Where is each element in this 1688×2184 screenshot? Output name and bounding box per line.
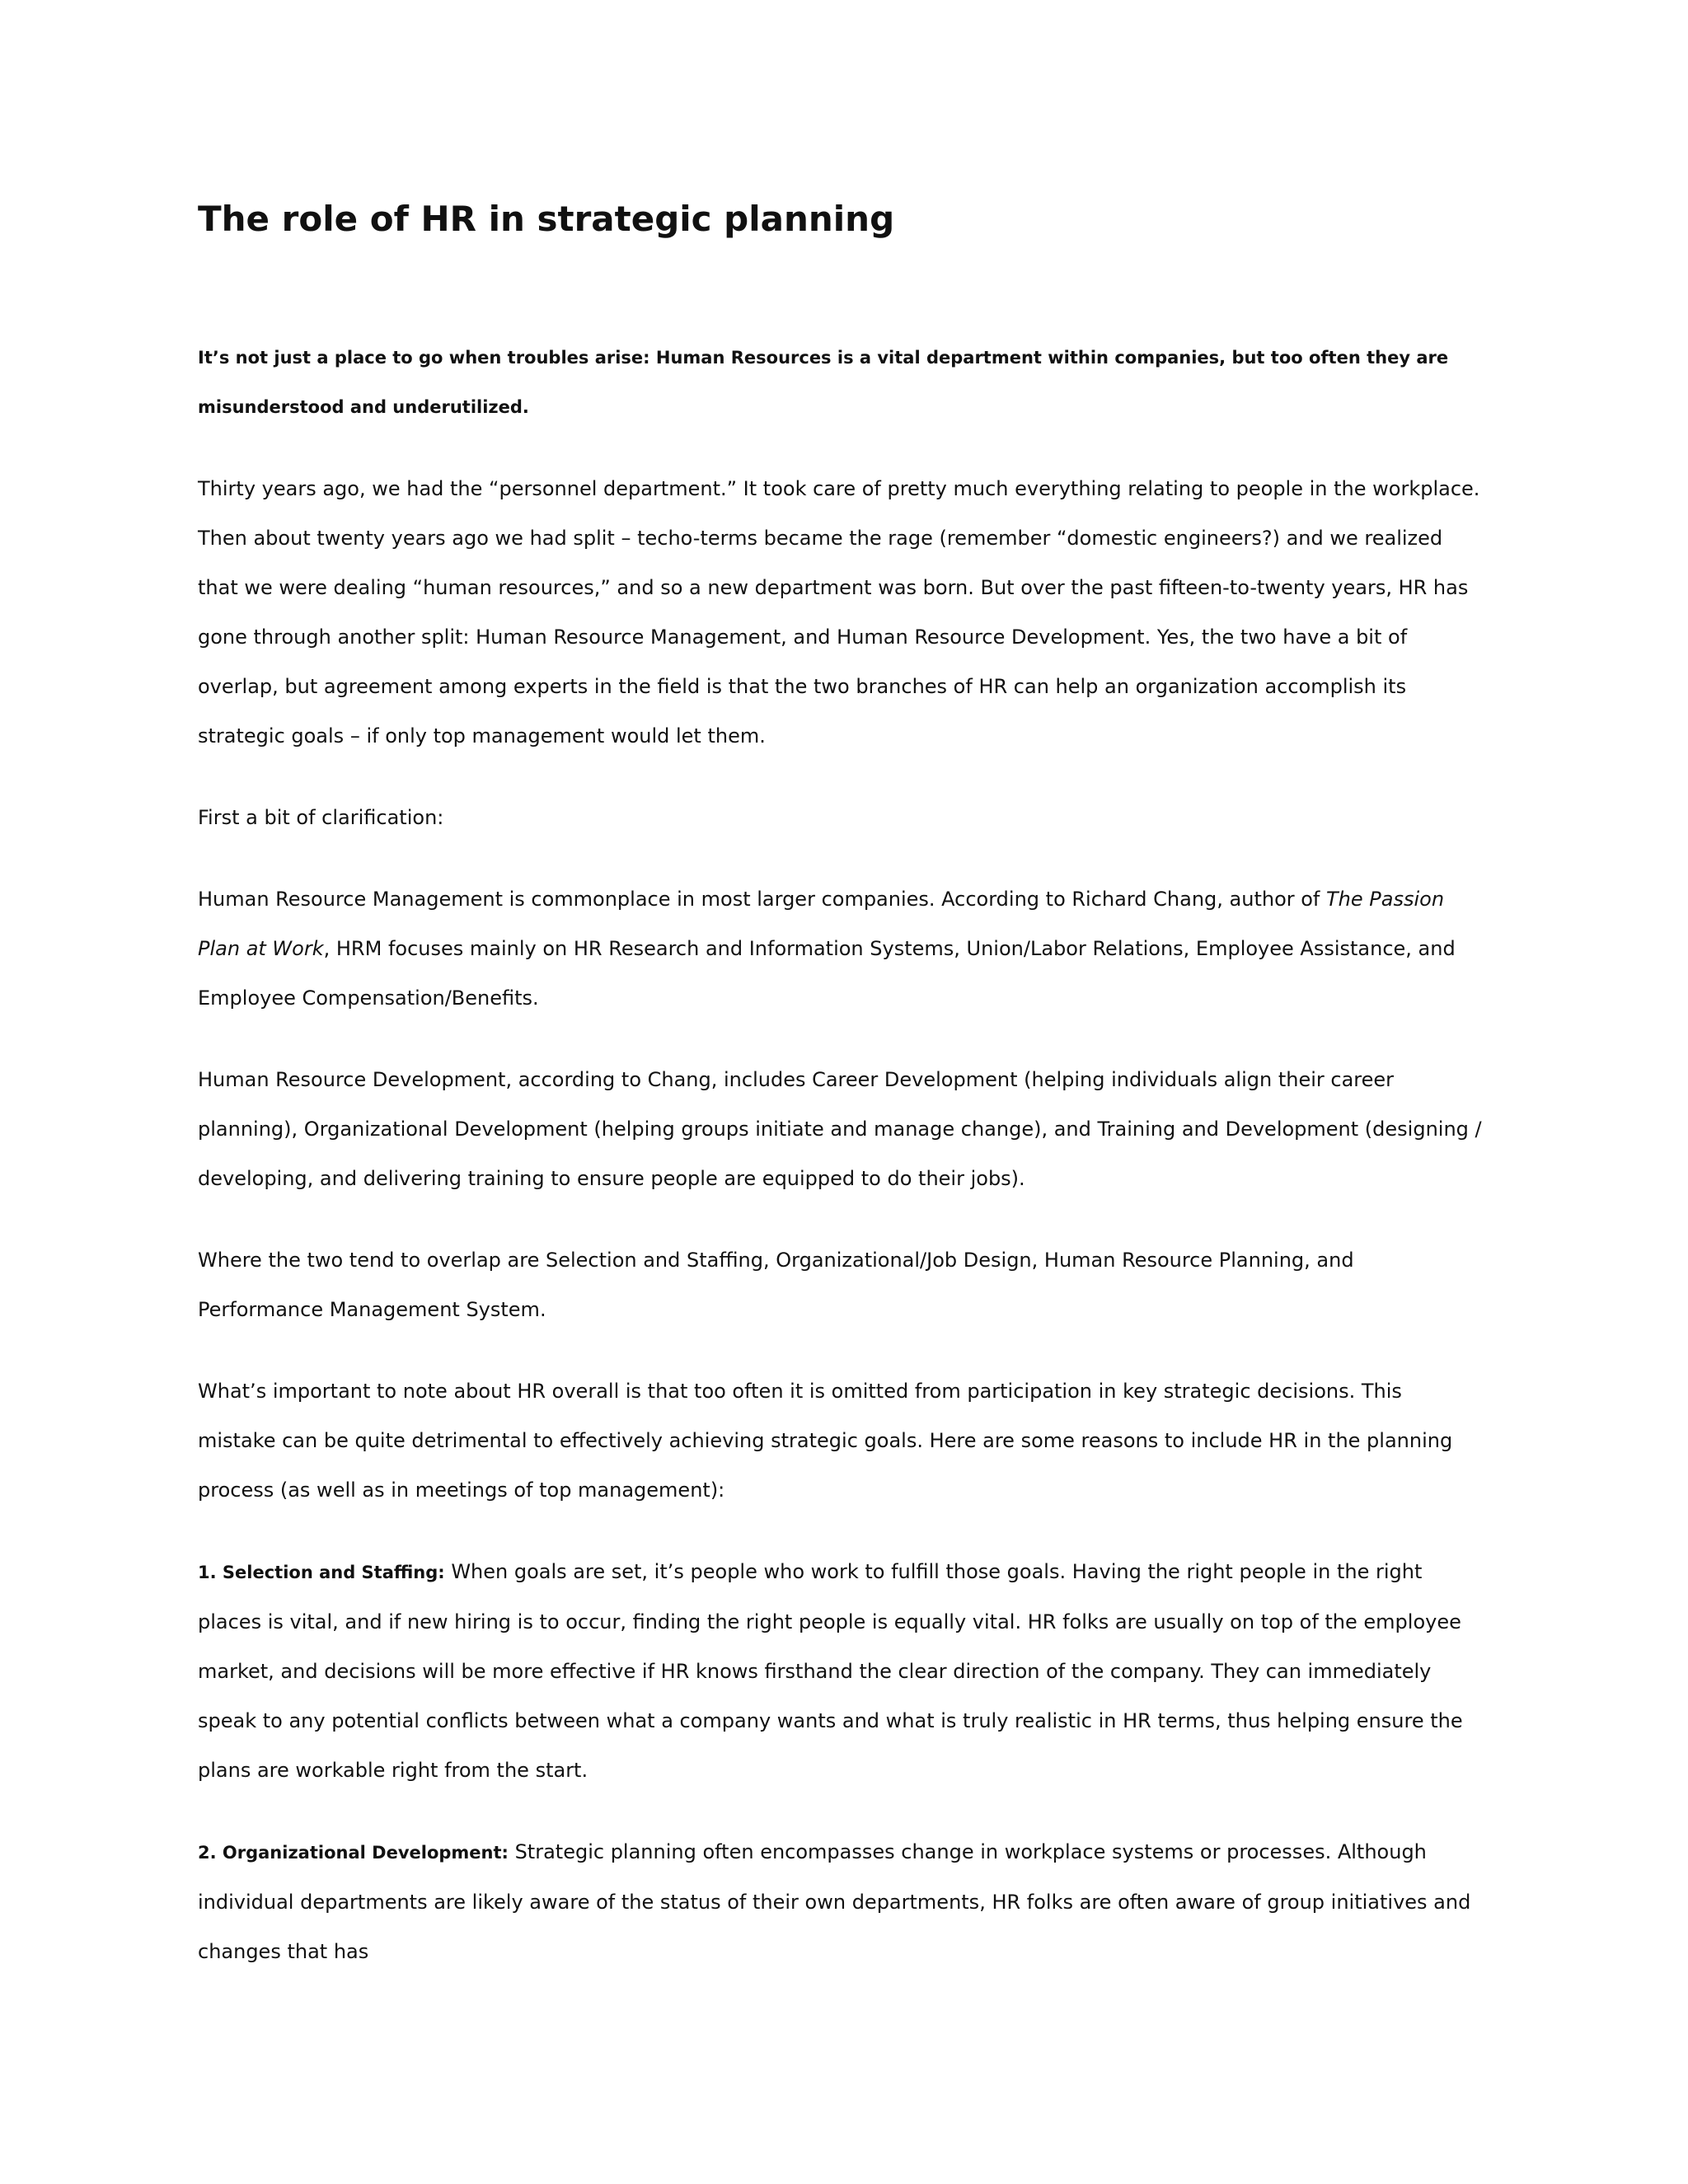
intro-paragraph: It’s not just a place to go when troubles arise: Human Resources is a vital department within companies, but too often they are misunderstood and underutilized.: [198, 348, 1449, 417]
document-title: The role of HR in strategic planning: [198, 199, 895, 239]
list-item-text: When goals are set, it’s people who work to fulfill those goals. Having the right people in the right places is vital, and if new hiring is to occur, finding the right people is equally vital. HR folks are usually on top of the employee market, and decisions will be more effective if HR knows firsthand the clear direction of the company. They can immediately speak to any potential conflicts between what a company wants and what is truly realistic in HR terms, thus helping ensure the plans are workable right from the start.: [198, 1560, 1463, 1782]
list-item-text: Strategic planning often encompasses change in workplace systems or processes. Although individual departments are likely aware of the status of their own departments, HR folks are often aware of group initiatives and changes that has: [198, 1840, 1471, 1963]
book-title: The Passion Plan at Work: [198, 888, 1445, 960]
paragraph-hrm-text-after: , HRM focuses mainly on HR Research and Information Systems, Union/Labor Relations, Employee Assistance, and Employee Compensation/Benefits.: [198, 937, 1456, 1010]
paragraph-importance: What’s important to note about HR overall is that too often it is omitted from participation in key strategic decisions. This mistake can be quite detrimental to effectively achieving strategic goals. Here are some reasons to include HR in the planning process (as well as in meetings of top management):: [198, 1380, 1453, 1502]
list-item-selection-staffing: [198, 1547, 1484, 1795]
paragraph-clarification: First a bit of clarification:: [198, 806, 444, 829]
list-item-lead: 1. Selection and Staffing:: [198, 1563, 445, 1582]
paragraph-overlap: Where the two tend to overlap are Selection and Staffing, Organizational/Job Design, Human Resource Planning, and Performance Management System.: [198, 1249, 1354, 1321]
list-item-lead: 2. Organizational Development:: [198, 1843, 509, 1863]
list-item-organizational-development: [198, 1827, 1484, 1976]
paragraph-hrm-text-before: Human Resource Management is commonplace in most larger companies. According to Richard Chang, author of: [198, 888, 1327, 911]
paragraph-hrm: [198, 874, 1484, 1023]
paragraph-hrd: Human Resource Development, according to Chang, includes Career Development (helping individuals align their career planning), Organizational Development (helping groups initiate and manage change), and Training and Development (designing / developing, and delivering training to ensure people are equipped to do their jobs).: [198, 1068, 1482, 1190]
paragraph-history: Thirty years ago, we had the “personnel department.” It took care of pretty much everything relating to people in the workplace. Then about twenty years ago we had split – techo-terms became the rage (remember “domestic engineers?) and we realized that we were dealing “human resources,” and so a new department was born. But over the past fifteen-to-twenty years, HR has gone through another split: Human Resource Management, and Human Resource Development. Yes, the two have a bit of overlap, but agreement among experts in the field is that the two branches of HR can help an organization accomplish its strategic goals – if only top management would let them.: [198, 477, 1480, 748]
document-page: [198, 190, 1484, 1976]
